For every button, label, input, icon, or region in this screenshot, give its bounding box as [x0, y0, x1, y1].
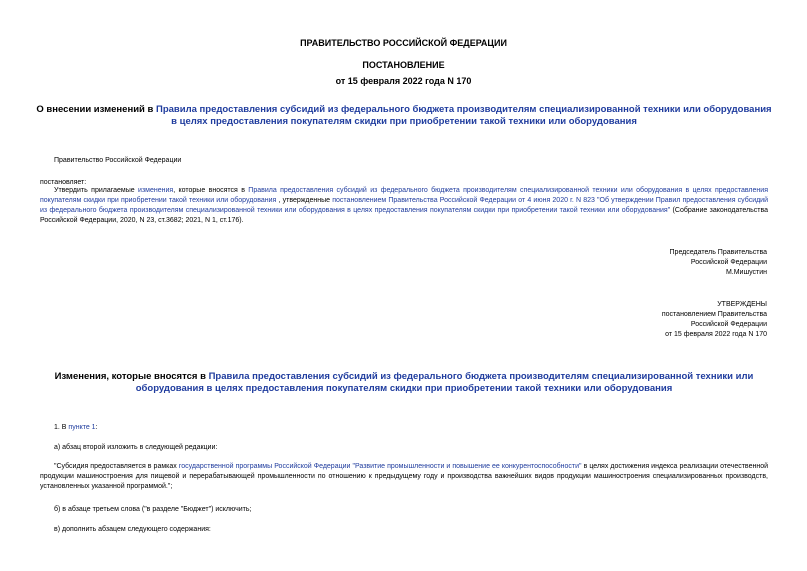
change-item-c: в) дополнить абзацем следующего содержания:: [54, 526, 211, 533]
document-date-number: от 15 февраля 2022 года N 170: [335, 76, 472, 86]
quote-text-2: в целях достижения индекса реализации отечественной продукции машиностроения для пищевой и перерабатывающей промышленности по отношению к предыдущему году и производства важнейших видов продукции машиностроения специализированных производств, установленных указанной программой.";: [40, 463, 768, 490]
approval-line-3: Российской Федерации: [690, 321, 767, 328]
document-type: ПОСТАНОВЛЕНИЕ: [362, 60, 445, 70]
change-item-a: а) абзац второй изложить в следующей редакции:: [54, 444, 218, 451]
change-item-1: [54, 423, 98, 433]
signature-block: [627, 248, 767, 278]
change-item-1-suffix: :: [95, 424, 98, 431]
government-heading: ПРАВИТЕЛЬСТВО РОССИЙСКОЙ ФЕДЕРАЦИИ: [300, 38, 507, 48]
preamble-decides: постановляет:: [40, 179, 87, 186]
title-rules-link[interactable]: Правила предоставления субсидий из федерального бюджета производителям специализированной техники или оборудования в целях предоставления покупателям скидки при приобретении такой техники или оборудования: [156, 104, 772, 127]
main-text-1: Утвердить прилагаемые: [54, 187, 139, 194]
document-title: [36, 104, 772, 128]
state-program-link[interactable]: государственной программы Российской Федерации "Развитие промышленности и повышение ее конкурентоспособности": [178, 463, 582, 470]
signature-country: Российской Федерации: [690, 259, 767, 266]
title-prefix: О внесении изменений в: [36, 104, 156, 115]
rules-link[interactable]: Правила предоставления субсидий из федерального бюджета производителям специализированной техники или оборудования в целях предоставления покупателям скидки при приобретении такой техники или оборудования: [40, 187, 768, 204]
quote-text-1: "Субсидия предоставляется в рамках: [54, 463, 179, 470]
changes-title-rules-link[interactable]: Правила предоставления субсидий из федерального бюджета производителям специализированной техники или оборудования в целях предоставления покупателям скидки при приобретении такой техники или оборудования: [135, 371, 754, 394]
main-text-3: , утвержденные: [276, 197, 333, 204]
resolution-823-link[interactable]: постановлением Правительства Российской Федерации от 4 июня 2020 г. N 823 "Об утверждении Правил предоставления субсидий из федерального бюджета производителям специализированной техники или оборудования в целях предоставления покупателям скидки при приобретении такой техники или оборудования": [40, 197, 769, 214]
signature-name: М.Мишустин: [725, 269, 767, 276]
changes-title: [36, 371, 772, 395]
approval-block: [607, 300, 767, 340]
approval-line-4: от 15 февраля 2022 года N 170: [665, 331, 767, 338]
signature-position: Председатель Правительства: [669, 249, 767, 256]
main-text-2: , которые вносятся в: [173, 187, 249, 194]
approval-heading: УТВЕРЖДЕНЫ: [717, 301, 767, 308]
changes-link[interactable]: изменения: [138, 187, 174, 194]
changes-title-prefix: Изменения, которые вносятся в: [54, 371, 209, 382]
preamble-government: Правительство Российской Федерации: [54, 157, 182, 164]
change-item-1-prefix: 1. В: [54, 424, 69, 431]
change-item-b: б) в абзаце третьем слова ("в разделе "Бюджет") исключить;: [54, 506, 252, 513]
main-text-4: (Собрание законодательства Российской Федерации, 2020, N 23, ст.3682; 2021, N 1, ст.176).: [40, 207, 768, 224]
approval-line-2: постановлением Правительства: [661, 311, 767, 318]
quoted-paragraph: [40, 462, 768, 492]
main-paragraph: [40, 186, 768, 226]
point-1-link[interactable]: пункте 1: [68, 424, 96, 431]
